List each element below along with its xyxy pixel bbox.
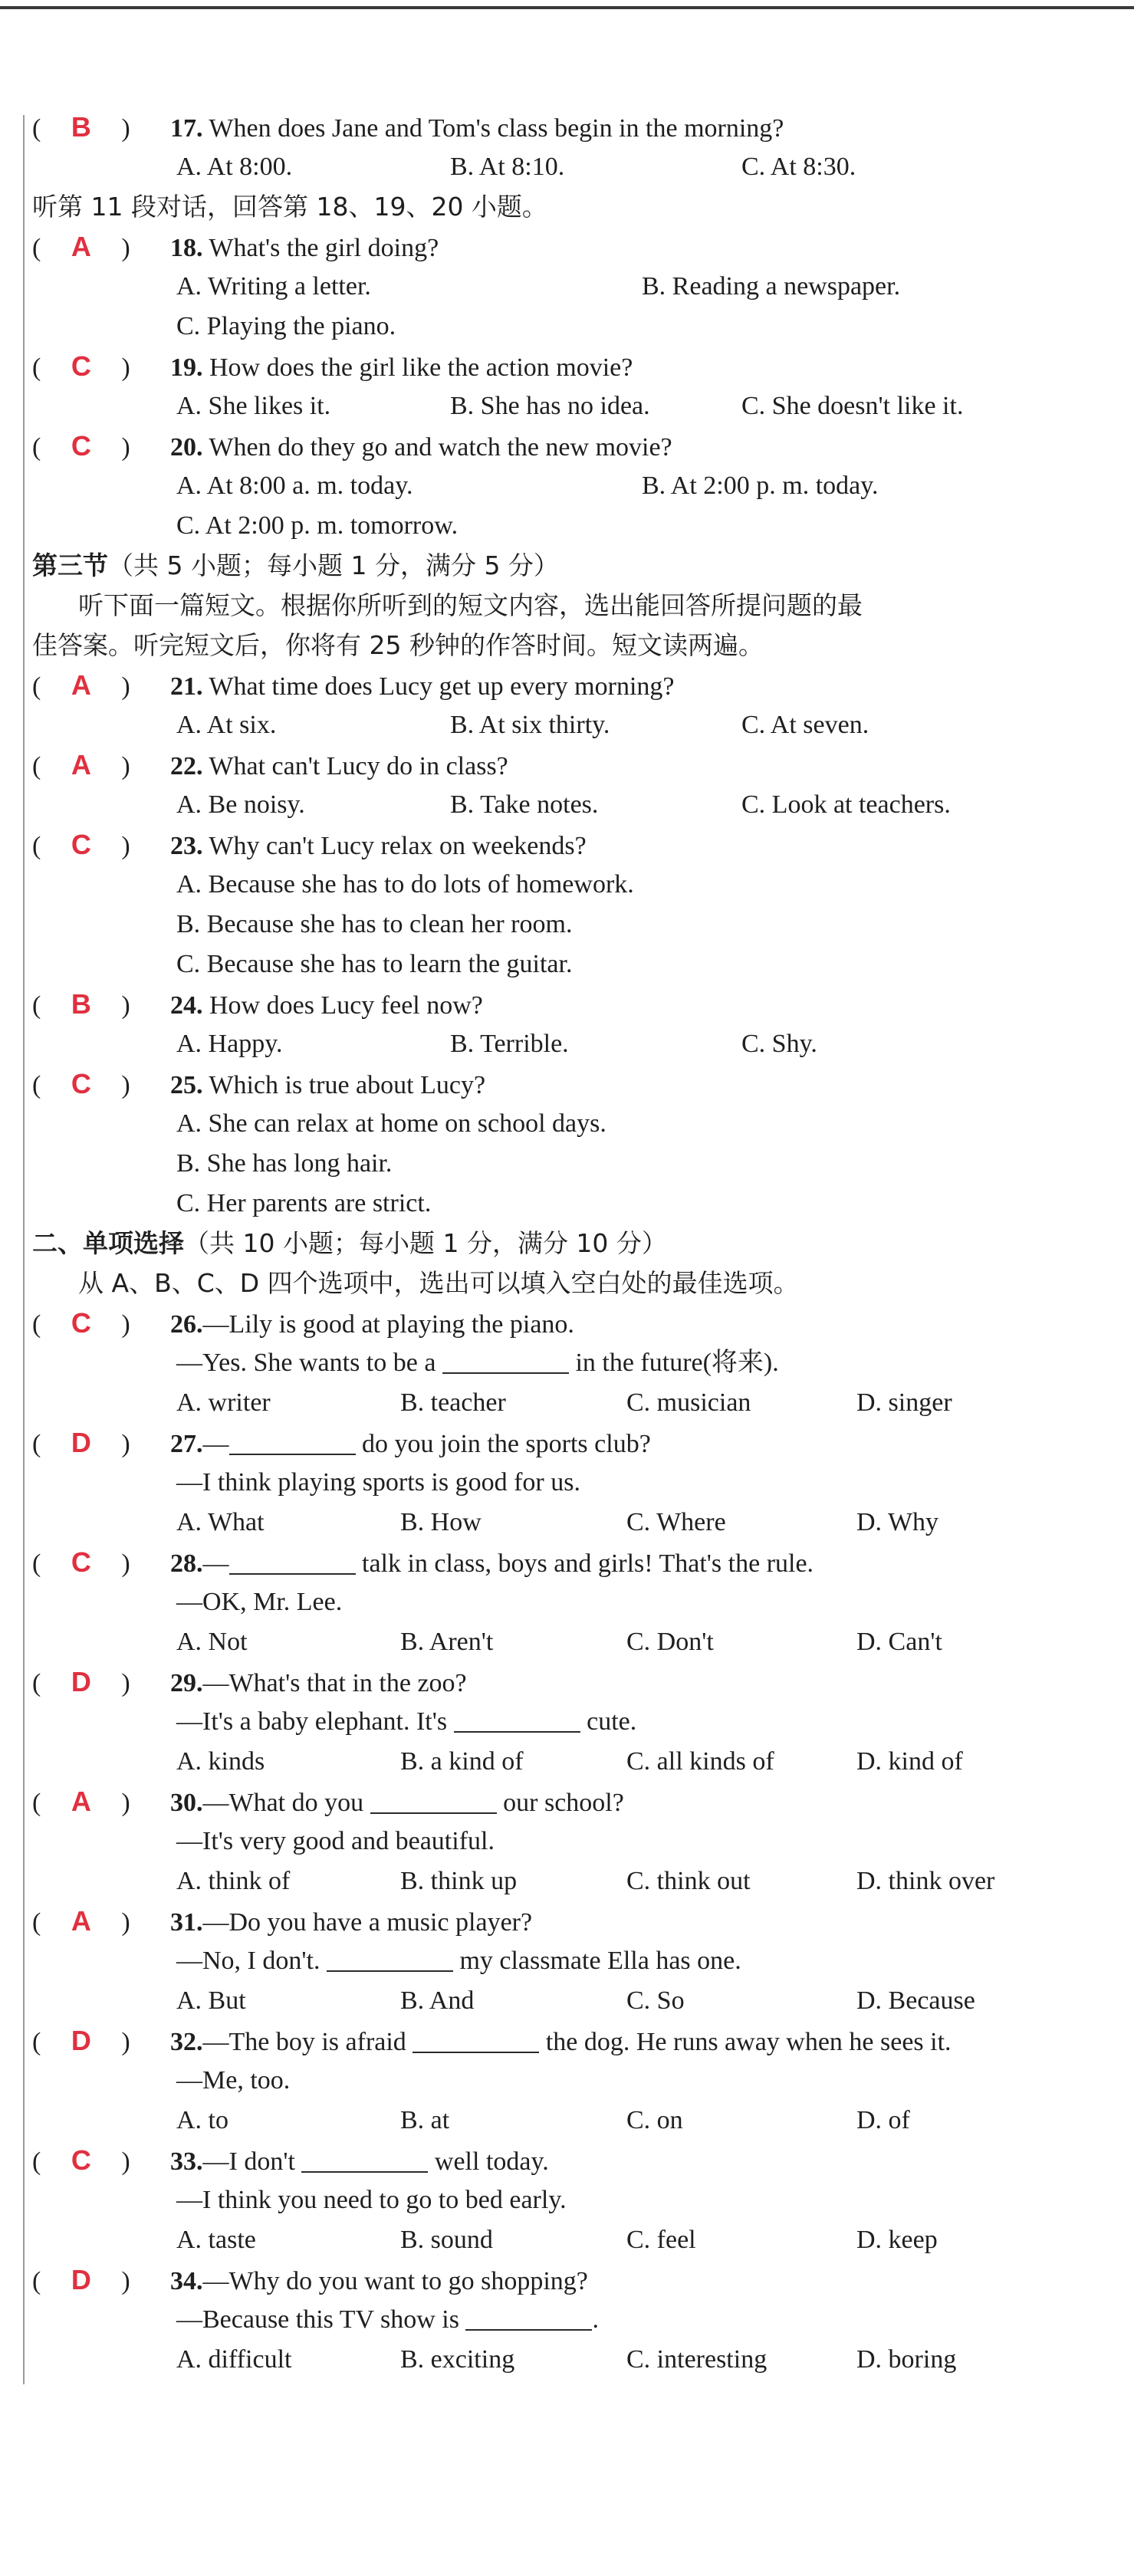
answer-mark: B [71,988,91,1020]
answer-mark: A [71,231,91,262]
question-text: How does Lucy feel now? [209,991,483,1020]
question-line-1: —Lily is good at playing the piano. [202,1310,574,1339]
question-number: 30. [170,1789,203,1817]
question-28: ( C ) 28.— talk in class, boys and girls! That's the rule. [32,1543,1113,1582]
option-c: C. Playing the piano. [176,312,396,340]
option-b: B. Terrible. [450,1030,569,1058]
options-32 [32,2101,1113,2141]
option-c: C. At 2:00 p. m. tomorrow. [176,511,459,540]
answer-blank [370,1786,497,1814]
option-c: C. Look at teachers. [741,790,951,819]
question-number: 21. [170,672,203,701]
question-32: ( D ) 32.—The boy is afraid the dog. He runs away when he sees it. [32,2021,1113,2061]
option-b: B. Reading a newspaper. [642,272,901,301]
answer-blank [301,2145,428,2173]
answer-blank [454,1705,580,1733]
options-30 [32,1861,1113,1901]
question-31-line-2: —No, I don't. my classmate Ella has one. [32,1941,1113,1981]
option-b: B. She has no idea. [450,392,650,420]
option-d: D. singer [856,1388,952,1417]
answer-bracket: ( B ) [32,107,170,149]
question-number: 26. [170,1310,203,1339]
option-a: A. Not [176,1628,248,1656]
question-30-line-2: —It's very good and beautiful. [176,1827,495,1855]
question-25: ( C ) 25. Which is true about Lucy? [32,1064,1113,1104]
option-c: C. So [626,1986,685,2015]
answer-mark: C [71,1546,91,1578]
option-b: B. At 2:00 p. m. today. [642,472,879,500]
option-b: B. exciting [400,2345,515,2374]
question-text: Why can't Lucy relax on weekends? [209,832,587,860]
option-c: C. Because she has to learn the guitar. [176,950,573,978]
option-b: B. She has long hair. [176,1149,393,1178]
question-text: What's the girl doing? [209,234,439,262]
question-number: 32. [170,2028,203,2056]
question-number: 17. [170,114,203,143]
question-26: ( C ) 26.—Lily is good at playing the piano. [32,1303,1113,1343]
part-2-instructions: 从 A、B、C、D 四个选项中，选出可以填入空白处的最佳选项。 [78,1268,799,1298]
options-18 [32,267,1113,307]
section-3-instructions-cont: 佳答案。听完短文后，你将有 25 秒钟的作答时间。短文读两遍。 [32,630,764,660]
options-33 [32,2220,1113,2260]
question-number: 28. [170,1549,203,1578]
options-22 [32,785,1113,825]
option-b: B. At six thirty. [450,711,610,739]
option-d: D. Can't [856,1628,942,1656]
answer-mark: C [71,430,91,462]
question-number: 27. [170,1430,203,1458]
option-a: A. taste [176,2226,256,2254]
left-margin-rule [23,115,25,2384]
option-25-b [32,1144,1113,1184]
question-text: Which is true about Lucy? [209,1071,486,1099]
option-c: C. She doesn't like it. [741,392,964,420]
option-d: D. Because [856,1986,975,2015]
section-3-instructions: 听下面一篇短文。根据你所听到的短文内容，选出能回答所提问题的最 [78,590,863,620]
option-d: D. keep [856,2226,938,2254]
options-17 [32,147,1113,187]
question-17 [32,107,1113,147]
option-b: B. Aren't [400,1628,494,1656]
answer-mark: B [71,111,91,143]
option-b: B. Because she has to clean her room. [176,910,573,938]
option-c: C. Her parents are strict. [176,1189,432,1217]
question-29-line-2: —It's a baby elephant. It's cute. [32,1702,1113,1742]
answer-mark: A [71,1786,91,1817]
answer-mark: C [71,1068,91,1099]
question-31: ( A ) 31.—Do you have a music player? [32,1901,1113,1941]
question-number: 25. [170,1071,203,1099]
options-20-row2 [32,506,1113,546]
options-20 [32,466,1113,506]
answer-blank [229,1547,356,1575]
option-a: A. She likes it. [176,392,331,420]
option-a: A. She can relax at home on school days. [176,1109,606,1138]
option-c: C. feel [626,2226,696,2254]
option-a: A. At six. [176,711,277,739]
options-19 [32,386,1113,426]
answer-mark: D [71,2264,91,2295]
answer-mark: A [71,749,91,780]
option-a: A. At 8:00. [176,153,293,181]
option-b: B. And [400,1986,475,2015]
question-28-line-2: —OK, Mr. Lee. [176,1588,343,1616]
option-d: D. kind of [856,1747,963,1776]
option-c: C. Where [626,1508,726,1536]
answer-blank [465,2303,592,2331]
option-c: C. At 8:30. [741,153,856,181]
option-b: B. teacher [400,1388,506,1417]
option-a: A. But [176,1986,246,2015]
answer-blank [327,1944,453,1972]
option-a: A. Because she has to do lots of homework. [176,870,634,899]
question-text: When does Jane and Tom's class begin in the morning? [209,114,784,143]
option-b: B. sound [400,2226,493,2254]
section-3-heading [32,546,1113,586]
question-20: ( C ) 20. When do they go and watch the new movie? [32,426,1113,466]
answer-mark: D [71,1427,91,1458]
question-number: 22. [170,752,203,780]
question-text: When do they go and watch the new movie? [209,433,672,462]
question-number: 29. [170,1669,203,1697]
question-34: ( D ) 34.—Why do you want to go shopping? [32,2260,1113,2300]
answer-blank [442,1346,569,1374]
question-number: 34. [170,2267,203,2295]
question-33: ( C ) 33.—I don't well today. [32,2141,1113,2180]
question-23: ( C ) 23. Why can't Lucy relax on weekends? [32,825,1113,865]
question-27-line-2: —I think playing sports is good for us. [176,1468,580,1497]
options-18-row2 [32,307,1113,347]
question-27: ( D ) 27.— do you join the sports club? [32,1423,1113,1463]
option-c: C. At seven. [741,711,869,739]
answer-mark: A [71,1905,91,1937]
question-text: How does the girl like the action movie? [209,353,633,382]
question-32-line-2: —Me, too. [176,2066,291,2095]
option-c: C. Shy. [741,1030,817,1058]
answer-mark: C [71,829,91,860]
section-scoring: （共 5 小题；每小题 1 分，满分 5 分） [108,550,559,580]
question-19: ( C ) 19. How does the girl like the action movie? [32,347,1113,386]
option-23-a [32,865,1113,905]
option-c: C. Don't [626,1628,714,1656]
worksheet [32,107,1113,2380]
question-18: ( A ) 18. What's the girl doing? [32,227,1113,267]
option-d: D. of [856,2106,910,2134]
option-b: B. How [400,1508,482,1536]
question-number: 20. [170,433,203,462]
options-27 [32,1503,1113,1543]
option-d: D. Why [856,1508,939,1536]
option-23-b [32,905,1113,945]
options-29 [32,1742,1113,1782]
option-25-a [32,1104,1113,1144]
option-a: A. What [176,1508,265,1536]
option-b: B. a kind of [400,1747,524,1776]
options-26 [32,1383,1113,1423]
answer-mark: C [71,350,91,382]
options-28 [32,1622,1113,1662]
option-a: A. kinds [176,1747,265,1776]
option-c: C. think out [626,1867,751,1895]
answer-mark: C [71,1307,91,1339]
option-a: A. Writing a letter. [176,272,371,301]
option-a: A. Be noisy. [176,790,305,819]
answer-mark: D [71,2025,91,2056]
question-number: 19. [170,353,203,382]
option-d: D. think over [856,1867,995,1895]
top-border-rule [0,6,1134,9]
question-30: ( A ) 30.—What do you our school? [32,1782,1113,1822]
question-number: 18. [170,234,203,262]
option-a: A. Happy. [176,1030,283,1058]
options-24 [32,1024,1113,1064]
option-c: C. musician [626,1388,751,1417]
question-number: 23. [170,832,203,860]
part-2-heading [32,1224,1113,1263]
option-b: B. at [400,2106,450,2134]
question-22: ( A ) 22. What can't Lucy do in class? [32,745,1113,785]
option-b: B. Take notes. [450,790,599,819]
option-a: A. writer [176,1388,271,1417]
option-c: C. on [626,2106,683,2134]
question-text: What time does Lucy get up every morning? [209,672,675,701]
answer-mark: A [71,669,91,701]
option-25-c [32,1184,1113,1224]
option-a: A. to [176,2106,228,2134]
question-number: 24. [170,991,203,1020]
question-29: ( D ) 29.—What's that in the zoo? [32,1662,1113,1702]
option-a: A. think of [176,1867,291,1895]
question-34-line-2: —Because this TV show is . [32,2300,1113,2340]
question-number: 33. [170,2147,203,2176]
option-23-c [32,945,1113,984]
answer-mark: D [71,1666,91,1697]
option-c: C. all kinds of [626,1747,774,1776]
answer-blank [229,1428,356,1455]
option-a: A. At 8:00 a. m. today. [176,472,413,500]
options-34 [32,2340,1113,2380]
option-c: C. interesting [626,2345,768,2374]
part-scoring: （共 10 小题；每小题 1 分，满分 10 分） [184,1228,667,1258]
question-26-line-2: —Yes. She wants to be a in the future(将来). [32,1343,1113,1383]
option-b: B. At 8:10. [450,153,565,181]
question-21: ( A ) 21. What time does Lucy get up every morning? [32,665,1113,705]
section-title: 第三节 [32,550,108,580]
question-text: What can't Lucy do in class? [209,752,508,780]
option-b: B. think up [400,1867,518,1895]
answer-mark: C [71,2144,91,2176]
options-21 [32,705,1113,745]
option-d: D. boring [856,2345,957,2374]
intro-dialogue-11: 听第 11 段对话，回答第 18、19、20 小题。 [32,192,547,222]
option-a: A. difficult [176,2345,292,2374]
options-31 [32,1981,1113,2021]
question-33-line-2: —I think you need to go to bed early. [176,2186,567,2214]
question-24: ( B ) 24. How does Lucy feel now? [32,984,1113,1024]
answer-blank [413,2026,539,2053]
part-title: 二、单项选择 [32,1228,184,1258]
question-number: 31. [170,1908,203,1937]
